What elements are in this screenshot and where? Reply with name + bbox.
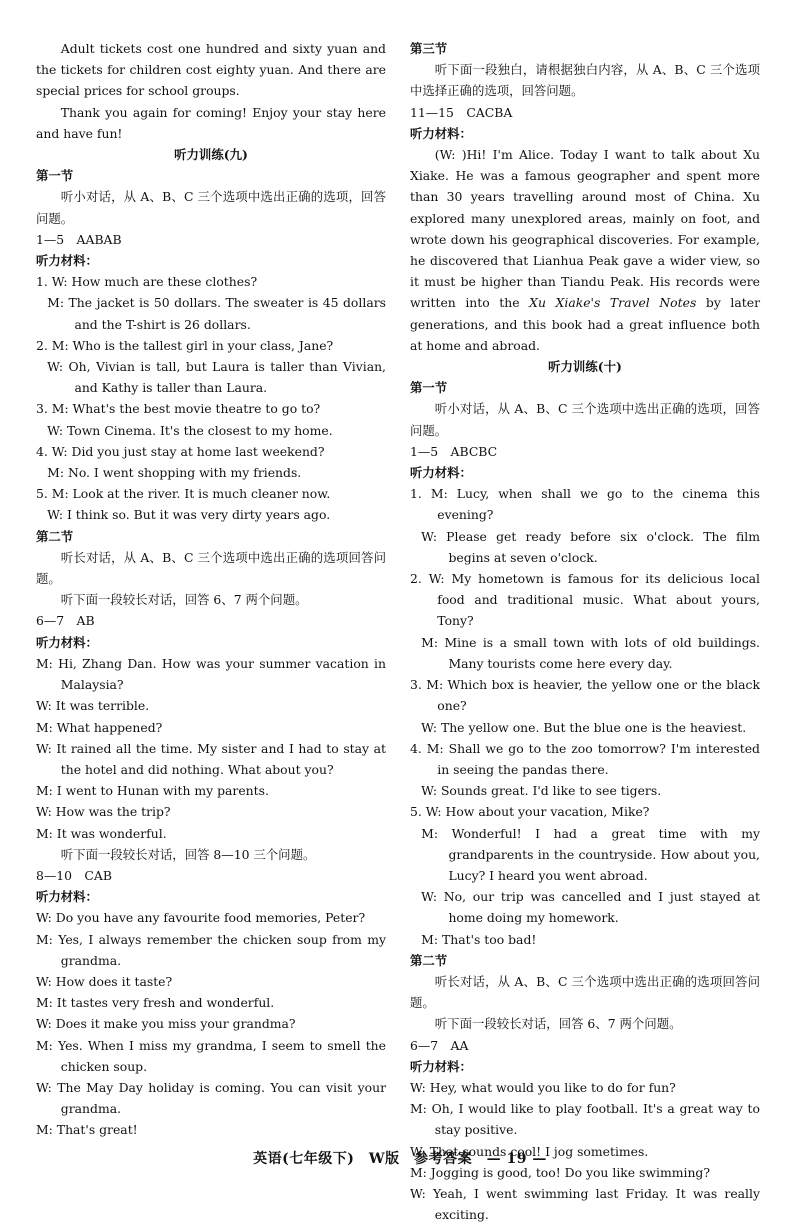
material-label: 听力材料： [36, 253, 98, 269]
dialogue-line: 2. W: My hometown is famous for its delicious local food and traditional music. What about yours, Tony? [410, 571, 760, 629]
dialogue-line: M: Hi, Zhang Dan. How was your summer vacation in Malaysia? [36, 655, 386, 693]
instruction: 听长对话，从 A、B、C 三个选项中选出正确的选项回答问题。 [36, 549, 386, 587]
material-label: 听力材料： [410, 1058, 472, 1074]
instruction: 听小对话，从 A、B、C 三个选项中选出正确的选项，回答问题。 [36, 189, 386, 226]
dialogue-line: 4. M: Shall we go to the zoo tomorrow? I'm interested in seeing the pandas there. [410, 740, 760, 777]
dialogue-line: M: Mine is a small town with lots of old buildings. Many tourists come here every day. [421, 634, 760, 671]
dialogue-line: M: It was wonderful. [36, 825, 167, 841]
dialogue-line: W: It was terrible. [36, 698, 150, 714]
dialogue-line: W: How was the trip? [36, 804, 171, 820]
left-column [36, 38, 386, 1141]
dialogue-line: M: That's great! [36, 1122, 138, 1138]
dialogue-line: W: Do you have any favourite food memories, Peter? [36, 910, 366, 926]
answer-key: 6—7 AB [36, 613, 95, 629]
dialogue-line: M: No. I went shopping with my friends. [47, 465, 302, 481]
dialogue-line: W: No, our trip was cancelled and I just stayed at home doing my homework. [421, 889, 760, 926]
book-title: Xu Xiake's Travel Notes [529, 295, 697, 311]
part-heading: 第一节 [36, 168, 74, 184]
dialogue-line: M: Oh, I would like to play football. It's a great way to stay positive. [410, 1101, 760, 1138]
dialogue-line: 4. W: Did you just stay at home last weekend? [36, 443, 325, 459]
dialogue-line: W: The yellow one. But the blue one is the heaviest. [421, 719, 747, 735]
dialogue-line: W: That sounds cool! I jog sometimes. [410, 1143, 649, 1159]
part-heading: 第二节 [36, 528, 74, 544]
dialogue-line: W: The May Day holiday is coming. You can visit your grandma. [36, 1079, 386, 1117]
right-column [410, 38, 760, 1225]
dialogue-line: M: It tastes very fresh and wonderful. [36, 995, 275, 1011]
material-label: 听力材料： [410, 465, 472, 481]
dialogue-line: M: Yes. When I miss my grandma, I seem to smell the chicken soup. [36, 1037, 386, 1074]
dialogue-line: W: Does it make you miss your grandma? [36, 1016, 296, 1032]
answer-key: 8—10 CAB [36, 867, 112, 883]
part-heading: 第一节 [410, 380, 448, 396]
instruction: 听下面一段较长对话，回答 8—10 三个问题。 [60, 846, 316, 862]
intro-paragraph: Adult tickets cost one hundred and sixty yuan and the tickets for children cost eighty yuan. And there are special prices for school groups. [36, 41, 386, 99]
dialogue-line: M: Yes, I always remember the chicken soup from my grandma. [36, 931, 386, 968]
dialogue-line: M: That's too bad! [421, 931, 537, 947]
dialogue-line: M: Wonderful! I had a great time with my grandparents in the countryside. How about you, Lucy? I heard you went abroad. [421, 825, 760, 883]
dialogue-line: W: I think so. But it was very dirty years ago. [47, 507, 331, 523]
page-footer: 英语(七年级下) W版 参考答案 — 19 — [253, 1151, 547, 1167]
dialogue-line: W: Oh, Vivian is tall, but Laura is taller than Vivian, and Kathy is taller than Laura. [47, 359, 386, 396]
section-title: 听力训练(十) [548, 359, 622, 375]
dialogue-line: 5. M: Look at the river. It is much cleaner now. [36, 486, 331, 502]
part-heading: 第二节 [410, 952, 448, 968]
dialogue-line: 1. M: Lucy, when shall we go to the cinema this evening? [410, 486, 760, 523]
dialogue-line: W: Please get ready before six o'clock. The film begins at seven o'clock. [421, 528, 760, 565]
monologue-text: (W: )Hi! I'm Alice. Today I want to talk about Xu Xiake. He was a famous geographer and spent more than 30 years travelling around most of China. Xu explored many unexplored areas, mainly on foot, and wrote down his geographical discoveries. For example, he discovered that Lianhua Peak gave a wider view, so it must be higher than Tiandu Peak. His records were written into the [410, 147, 760, 311]
dialogue-line: W: Hey, what would you like to do for fun? [410, 1079, 676, 1095]
dialogue-line: W: Town Cinema. It's the closest to my home. [47, 422, 333, 438]
instruction: 听下面一段较长对话，回答 6、7 两个问题。 [60, 592, 308, 608]
instruction: 听下面一段较长对话，回答 6、7 两个问题。 [434, 1016, 682, 1032]
dialogue-line: 3. M: Which box is heavier, the yellow one or the black one? [410, 677, 760, 714]
dialogue-line: W: It rained all the time. My sister and I had to stay at the hotel and did nothing. What about you? [36, 740, 386, 777]
dialogue-line: 5. W: How about your vacation, Mike? [410, 804, 650, 820]
answer-key: 11—15 CACBA [410, 104, 513, 120]
material-label: 听力材料： [36, 889, 98, 905]
dialogue-line: 1. W: How much are these clothes? [36, 274, 258, 290]
part-heading: 第三节 [410, 41, 448, 56]
dialogue-line: M: The jacket is 50 dollars. The sweater is 45 dollars and the T-shirt is 26 dollars. [47, 295, 386, 332]
instruction: 听下面一段独白，请根据独白内容，从 A、B、C 三个选项中选择正确的选项，回答问题。 [410, 62, 760, 99]
dialogue-line: M: What happened? [36, 719, 163, 735]
dialogue-line: W: Sounds great. I'd like to see tigers. [421, 783, 662, 799]
monologue-paragraph [410, 144, 760, 356]
answer-key: 6—7 AA [410, 1037, 469, 1053]
dialogue-line: M: Jogging is good, too! Do you like swimming? [410, 1164, 711, 1180]
instruction: 听长对话，从 A、B、C 三个选项中选出正确的选项回答问题。 [410, 973, 760, 1011]
material-label: 听力材料： [410, 125, 472, 141]
material-label: 听力材料： [36, 634, 98, 650]
instruction: 听小对话，从 A、B、C 三个选项中选出正确的选项，回答问题。 [410, 401, 760, 438]
dialogue-line: W: How does it taste? [36, 973, 173, 989]
section-title: 听力训练(九) [174, 147, 248, 163]
dialogue-line: M: I went to Hunan with my parents. [36, 783, 269, 799]
answer-key: 1—5 AABAB [36, 231, 122, 247]
dialogue-line: W: Yeah, I went swimming last Friday. It was really exciting. [410, 1185, 760, 1223]
intro-paragraph: Thank you again for coming! Enjoy your stay here and have fun! [36, 104, 386, 141]
monologue-text: by later generations, and this book had a great influence both at home and abroad. [410, 295, 760, 353]
dialogue-line: 2. M: Who is the tallest girl in your class, Jane? [36, 337, 334, 353]
dialogue-line: 3. M: What's the best movie theatre to go to? [36, 401, 321, 417]
answer-key: 1—5 ABCBC [410, 443, 498, 459]
